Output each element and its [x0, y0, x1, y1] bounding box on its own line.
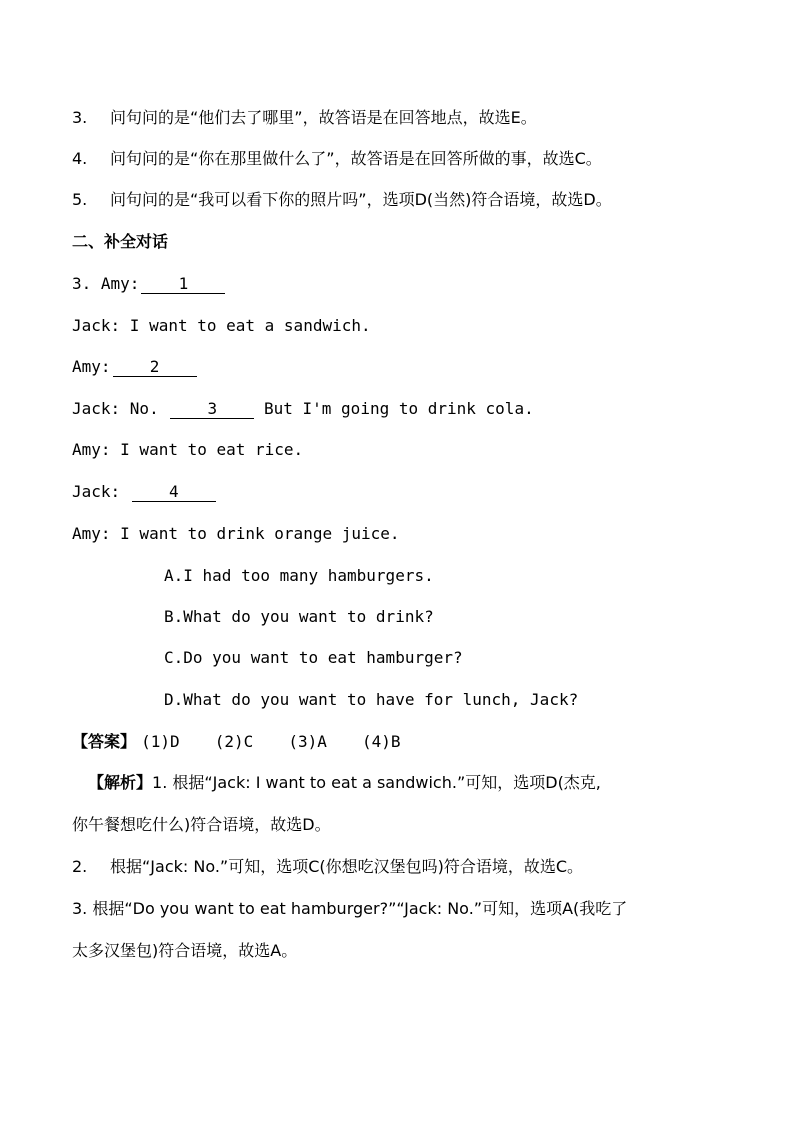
explanation-text: 问句问的是“我可以看下你的照片吗”，选项D(当然)符合语境，故选D。: [110, 190, 612, 209]
answer-line: [72, 732, 401, 752]
dialogue-line-7: Amy: I want to drink orange juice.: [72, 524, 400, 543]
answer-4: (4)B: [361, 732, 401, 751]
analysis-text: 1. 根据“Jack: I want to eat a sandwich.”可知，选项D(杰克,: [152, 773, 601, 792]
speaker-amy: Amy:: [72, 357, 111, 376]
dialogue-line-5: Amy: I want to eat rice.: [72, 440, 304, 459]
option-c: C.Do you want to eat hamburger?: [164, 648, 463, 667]
jack-cola: But I'm going to drink cola.: [263, 399, 534, 418]
dialogue-line-3: [72, 357, 197, 377]
answer-3: (3)A: [288, 732, 327, 751]
blank-1: 1: [141, 275, 225, 294]
analysis-text: 根据“Jack: No.”可知，选项C(你想吃汉堡包吗)符合语境，故选C。: [110, 857, 584, 876]
analysis-line-1: [88, 773, 601, 793]
explanation-text: 问句问的是“他们去了哪里”，故答语是在回答地点，故选E。: [110, 108, 537, 127]
blank-4: 4: [132, 483, 216, 502]
dialogue-line-4: [72, 399, 534, 419]
dialogue-line-2: Jack: I want to eat a sandwich.: [72, 316, 371, 335]
jack-no: Jack: No.: [72, 399, 159, 418]
answer-2: (2)C: [214, 732, 254, 751]
answer-label: 【答案】: [72, 732, 137, 751]
analysis-line-2: 你午餐想吃什么)符合语境，故选D。: [72, 815, 331, 834]
dialogue-line-1: [72, 274, 225, 294]
blank-2: 2: [113, 358, 197, 377]
item-number: 2.: [72, 857, 88, 876]
item-number: 3.: [72, 108, 88, 127]
dialogue-line-6: [72, 482, 216, 502]
answer-1: (1)D: [141, 732, 180, 751]
analysis-line-4: 3. 根据“Do you want to eat hamburger?”“Jack: No.”可知，选项A(我吃了: [72, 899, 628, 918]
blank-3: 3: [170, 400, 254, 419]
item-number: 4.: [72, 149, 88, 168]
analysis-label: 【解析】: [88, 773, 153, 792]
option-d: D.What do you want to have for lunch, Jack?: [164, 690, 579, 709]
analysis-line-3: [72, 857, 583, 877]
speaker-jack: Jack:: [72, 482, 121, 501]
explanation-text: 问句问的是“你在那里做什么了”，故答语是在回答所做的事，故选C。: [110, 149, 602, 168]
option-a: A.I had too many hamburgers.: [164, 566, 434, 585]
explanation-3: [72, 108, 537, 128]
analysis-line-5: 太多汉堡包)符合语境，故选A。: [72, 941, 298, 960]
explanation-5: [72, 190, 612, 210]
explanation-4: [72, 149, 602, 169]
section-title: 二、补全对话: [72, 232, 169, 251]
question-label: 3. Amy:: [72, 274, 140, 293]
option-b: B.What do you want to drink?: [164, 607, 434, 626]
item-number: 5.: [72, 190, 88, 209]
